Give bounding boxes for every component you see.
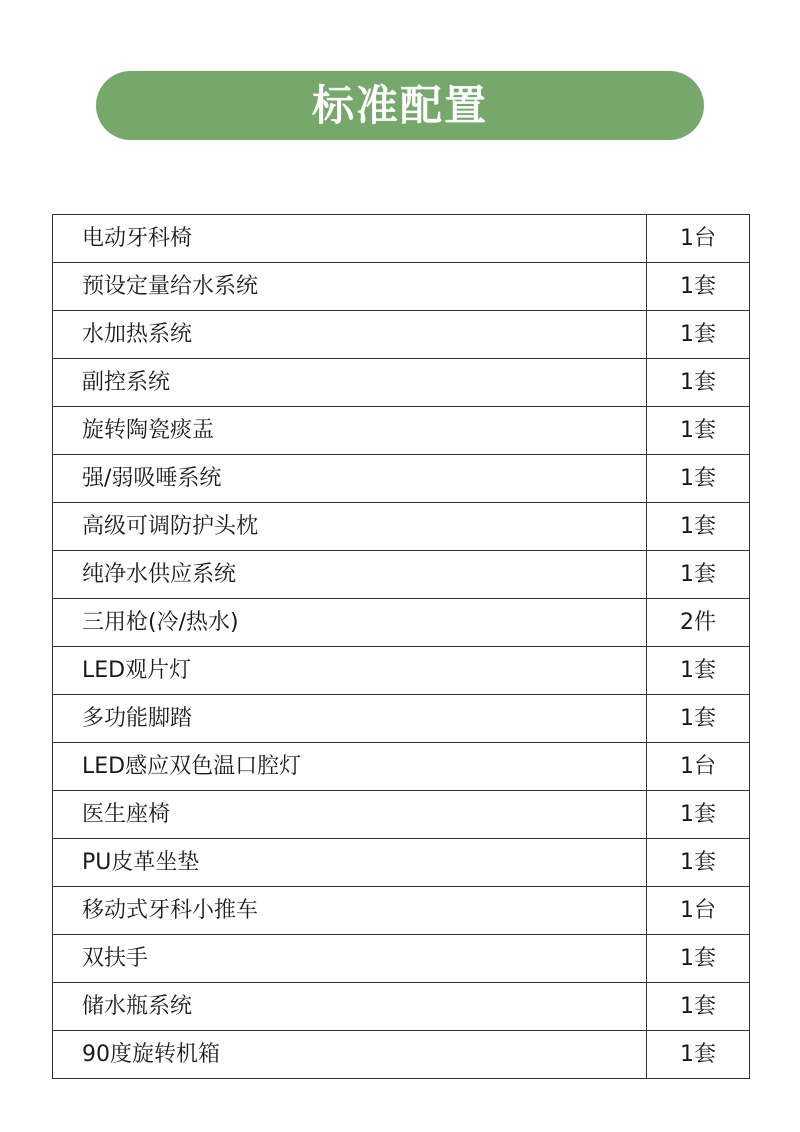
table-row xyxy=(53,1031,750,1079)
table-row xyxy=(53,695,750,743)
item-quantity-cell: 1台 xyxy=(647,215,750,263)
item-quantity-cell: 1套 xyxy=(647,983,750,1031)
item-quantity-cell: 1台 xyxy=(647,887,750,935)
item-name-cell: 90度旋转机箱 xyxy=(53,1031,647,1079)
table-row xyxy=(53,455,750,503)
table-row xyxy=(53,647,750,695)
table-row xyxy=(53,311,750,359)
item-name-cell: 三用枪(冷/热水) xyxy=(53,599,647,647)
item-quantity-cell: 1套 xyxy=(647,647,750,695)
item-quantity-cell: 1套 xyxy=(647,407,750,455)
item-quantity-cell: 1套 xyxy=(647,455,750,503)
item-quantity-cell: 1套 xyxy=(647,503,750,551)
item-name-cell: 移动式牙科小推车 xyxy=(53,887,647,935)
item-quantity-cell: 1套 xyxy=(647,935,750,983)
item-name-cell: 水加热系统 xyxy=(53,311,647,359)
item-quantity-cell: 1套 xyxy=(647,359,750,407)
page-title: 标准配置 xyxy=(311,80,488,130)
item-quantity-cell: 1套 xyxy=(647,1031,750,1079)
configuration-table-body xyxy=(53,215,750,1079)
table-row xyxy=(53,599,750,647)
item-quantity-cell: 1套 xyxy=(647,551,750,599)
item-name-cell: 多功能脚踏 xyxy=(53,695,647,743)
item-name-cell: 电动牙科椅 xyxy=(53,215,647,263)
table-row xyxy=(53,551,750,599)
table-row xyxy=(53,839,750,887)
table-row xyxy=(53,791,750,839)
table-row xyxy=(53,887,750,935)
item-name-cell: 医生座椅 xyxy=(53,791,647,839)
table-row xyxy=(53,983,750,1031)
item-name-cell: 储水瓶系统 xyxy=(53,983,647,1031)
item-quantity-cell: 1套 xyxy=(647,695,750,743)
item-name-cell: 旋转陶瓷痰盂 xyxy=(53,407,647,455)
table-row xyxy=(53,215,750,263)
item-name-cell: 强/弱吸唾系统 xyxy=(53,455,647,503)
table-row xyxy=(53,935,750,983)
title-banner xyxy=(96,71,704,140)
item-quantity-cell: 1套 xyxy=(647,791,750,839)
table-row xyxy=(53,407,750,455)
item-name-cell: 双扶手 xyxy=(53,935,647,983)
item-name-cell: LED感应双色温口腔灯 xyxy=(53,743,647,791)
table-row xyxy=(53,263,750,311)
item-name-cell: 副控系统 xyxy=(53,359,647,407)
table-row xyxy=(53,503,750,551)
item-name-cell: PU皮革坐垫 xyxy=(53,839,647,887)
item-quantity-cell: 1套 xyxy=(647,839,750,887)
item-name-cell: 预设定量给水系统 xyxy=(53,263,647,311)
item-quantity-cell: 2件 xyxy=(647,599,750,647)
item-quantity-cell: 1套 xyxy=(647,311,750,359)
table-row xyxy=(53,359,750,407)
item-name-cell: LED观片灯 xyxy=(53,647,647,695)
table-row xyxy=(53,743,750,791)
configuration-table xyxy=(52,214,750,1079)
item-quantity-cell: 1套 xyxy=(647,263,750,311)
item-quantity-cell: 1台 xyxy=(647,743,750,791)
item-name-cell: 高级可调防护头枕 xyxy=(53,503,647,551)
item-name-cell: 纯净水供应系统 xyxy=(53,551,647,599)
